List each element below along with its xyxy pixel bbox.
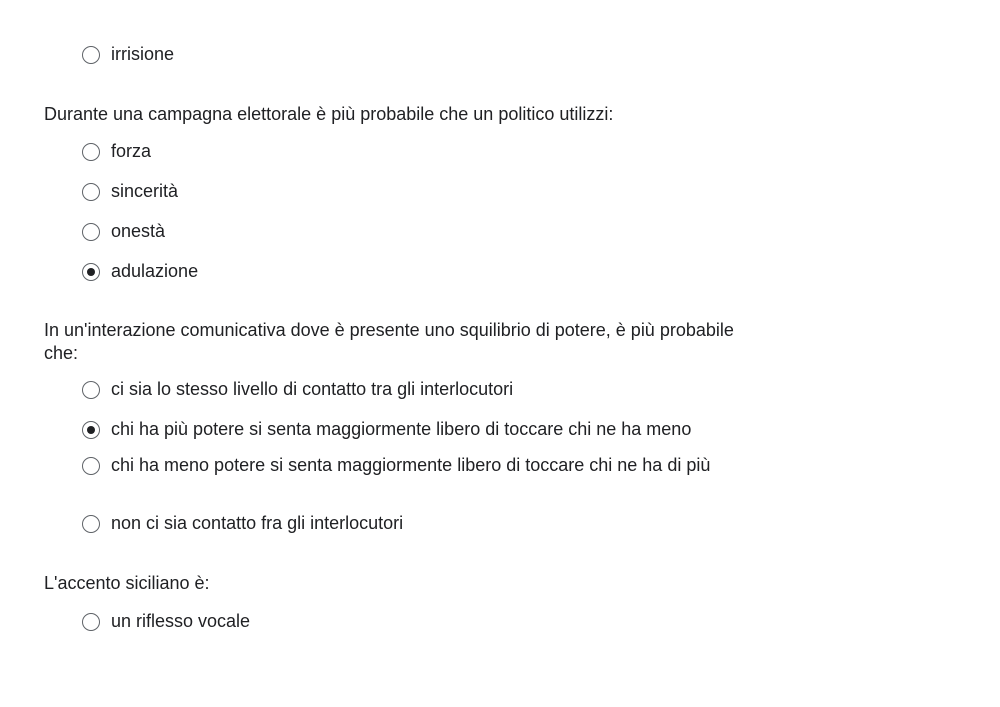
radio-option-adulazione[interactable] (82, 260, 198, 283)
option-label: un riflesso vocale (111, 611, 251, 631)
radio-button[interactable] (82, 515, 100, 533)
option-label: adulazione (111, 261, 199, 281)
option-label: onestà (111, 221, 166, 241)
radio-button[interactable] (82, 183, 100, 201)
option-label: chi ha più potere si senta maggiormente libero di toccare chi ne ha meno (111, 419, 692, 439)
radio-option-same-contact[interactable] (82, 378, 513, 401)
radio-button[interactable] (82, 381, 100, 399)
radio-button[interactable] (82, 457, 100, 475)
radio-option-less-power-touches[interactable] (82, 454, 721, 477)
radio-option-forza[interactable] (82, 140, 151, 163)
radio-option-riflesso-vocale[interactable] (82, 610, 250, 633)
radio-option-sincerita[interactable] (82, 180, 178, 203)
option-label: forza (111, 141, 152, 161)
radio-option-more-power-touches[interactable] (82, 418, 691, 441)
question-text: In un'interazione comunicativa dove è presente uno squilibrio di potere, è più probabile che: (44, 320, 734, 363)
option-label: irrisione (111, 44, 175, 64)
radio-button-selected[interactable] (82, 263, 100, 281)
option-label: chi ha meno potere si senta maggiormente libero di toccare chi ne ha di più (111, 455, 711, 475)
radio-button[interactable] (82, 143, 100, 161)
radio-button[interactable] (82, 613, 100, 631)
question-text: L'accento siciliano è: (44, 573, 210, 593)
radio-option-onesta[interactable] (82, 220, 165, 243)
option-label: non ci sia contatto fra gli interlocutori (111, 513, 404, 533)
question-text: Durante una campagna elettorale è più probabile che un politico utilizzi: (44, 104, 614, 124)
radio-option-irrisione[interactable] (82, 43, 174, 66)
radio-button[interactable] (82, 46, 100, 64)
radio-button-selected[interactable] (82, 421, 100, 439)
radio-option-no-contact[interactable] (82, 512, 403, 535)
radio-button[interactable] (82, 223, 100, 241)
option-label: ci sia lo stesso livello di contatto tra gli interlocutori (111, 379, 514, 399)
option-label: sincerità (111, 181, 179, 201)
